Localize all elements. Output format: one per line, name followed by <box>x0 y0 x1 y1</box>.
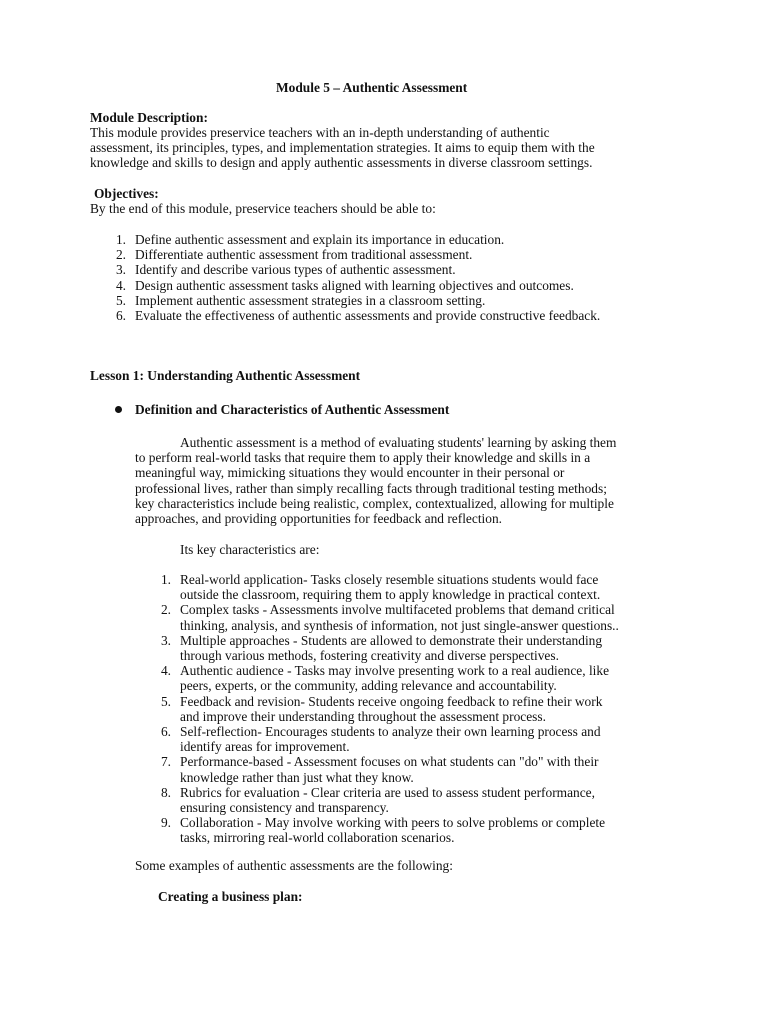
list-number: 1. <box>115 232 126 247</box>
list-number: 2. <box>115 247 126 263</box>
page-title: Module 5 – Authentic Assessment <box>276 80 468 95</box>
bullet-icon <box>115 406 122 413</box>
list-text: Self-reflection- Encourages students to analyze their own learning process and <box>180 724 601 740</box>
list-number: 7. <box>160 754 171 770</box>
list-text: Implement authentic assessment strategies in a classroom setting. <box>135 292 486 308</box>
list-number: 4. <box>115 277 126 293</box>
list-text-continued: knowledge rather than just what they know. <box>180 769 414 785</box>
list-text: Performance-based - Assessment focuses on what students can "do" with their <box>180 754 599 770</box>
list-text-continued: identify areas for improvement. <box>180 739 350 755</box>
list-number: 6. <box>160 724 171 740</box>
paragraph-line: professional lives, rather than simply recalling facts through traditional testing methods; <box>135 480 607 496</box>
list-text: Real-world application- Tasks closely resemble situations students would face <box>180 572 599 587</box>
lesson-title: Lesson 1: Understanding Authentic Assessment <box>90 368 361 383</box>
list-text-continued: thinking, analysis, and synthesis of information, not just single-answer questions.. <box>180 617 619 633</box>
list-number: 3. <box>160 632 171 648</box>
definition-paragraph <box>135 435 695 526</box>
paragraph-line: meaningful way, mimicking situations they would encounter in their personal or <box>135 465 565 481</box>
description-line: assessment, its principles, types, and implementation strategies. It aims to equip them with the <box>90 140 595 156</box>
objectives-intro: By the end of this module, preservice teachers should be able to: <box>90 201 436 216</box>
paragraph-line: Authentic assessment is a method of evaluating students' learning by asking them <box>180 435 617 450</box>
list-text: Differentiate authentic assessment from traditional assessment. <box>135 247 473 263</box>
list-number: 5. <box>115 292 126 308</box>
objectives-heading: Objectives: <box>94 186 159 201</box>
module-description-text <box>90 125 690 171</box>
list-item <box>160 724 619 755</box>
list-text-continued: tasks, mirroring real-world collaboration scenarios. <box>180 830 455 846</box>
list-text: Collaboration - May involve working with peers to solve problems or complete <box>180 815 606 831</box>
list-item <box>160 663 619 694</box>
list-item <box>115 247 600 263</box>
list-number: 2. <box>160 602 171 618</box>
objectives-list <box>115 232 601 324</box>
paragraph-line: approaches, and providing opportunities for feedback and reflection. <box>135 511 502 527</box>
paragraph-line: key characteristics include being realistic, complex, contextualized, allowing for multiple <box>135 495 614 511</box>
list-text-continued: and improve their understanding throughout the assessment process. <box>180 708 546 724</box>
list-number: 9. <box>160 815 171 831</box>
list-text-continued: ensuring consistency and transparency. <box>180 800 389 816</box>
list-number: 6. <box>115 308 126 324</box>
list-item <box>115 308 601 324</box>
section-heading: Definition and Characteristics of Authentic Assessment <box>135 402 450 417</box>
description-line: knowledge and skills to design and apply authentic assessments in diverse classroom settings. <box>90 155 593 171</box>
list-item <box>160 572 619 603</box>
list-number: 1. <box>160 572 171 587</box>
list-number: 4. <box>160 663 171 679</box>
list-item <box>160 632 619 664</box>
examples-intro: Some examples of authentic assessments are the following: <box>135 858 453 873</box>
characteristics-list <box>160 572 619 846</box>
list-text-continued: peers, experts, or the community, adding relevance and accountability. <box>180 678 557 694</box>
paragraph-line: to perform real-world tasks that require them to apply their knowledge and skills in a <box>135 450 591 466</box>
list-item <box>160 815 619 846</box>
characteristics-intro: Its key characteristics are: <box>180 542 320 557</box>
list-text: Rubrics for evaluation - Clear criteria are used to assess student performance, <box>180 784 595 800</box>
list-text: Authentic audience - Tasks may involve presenting work to a real audience, like <box>180 663 610 679</box>
list-item <box>115 232 600 247</box>
description-line: This module provides preservice teachers with an in-depth understanding of authentic <box>90 125 550 140</box>
list-text-continued: outside the classroom, requiring them to apply knowledge in practical context. <box>180 587 601 603</box>
list-text: Evaluate the effectiveness of authentic assessments and provide constructive feedback. <box>135 308 601 324</box>
list-item <box>160 602 619 633</box>
list-item <box>115 277 600 293</box>
list-text: Identify and describe various types of authentic assessment. <box>135 262 456 278</box>
module-description-heading: Module Description: <box>90 110 208 125</box>
list-text-continued: through various methods, fostering creativity and diverse perspectives. <box>180 648 559 664</box>
list-item <box>115 292 600 308</box>
list-item <box>160 693 619 724</box>
list-number: 3. <box>115 262 126 278</box>
list-item <box>115 262 600 278</box>
list-number: 5. <box>160 693 171 709</box>
list-number: 8. <box>160 784 171 800</box>
list-text: Design authentic assessment tasks aligned with learning objectives and outcomes. <box>135 277 574 293</box>
list-text: Feedback and revision- Students receive ongoing feedback to refine their work <box>180 693 603 709</box>
list-text: Define authentic assessment and explain its importance in education. <box>135 232 505 247</box>
list-text: Multiple approaches - Students are allowed to demonstrate their understanding <box>180 632 603 648</box>
list-text: Complex tasks - Assessments involve multifaceted problems that demand critical <box>180 602 615 618</box>
list-item <box>160 754 619 785</box>
list-item <box>160 784 619 816</box>
example-heading: Creating a business plan: <box>158 889 303 904</box>
